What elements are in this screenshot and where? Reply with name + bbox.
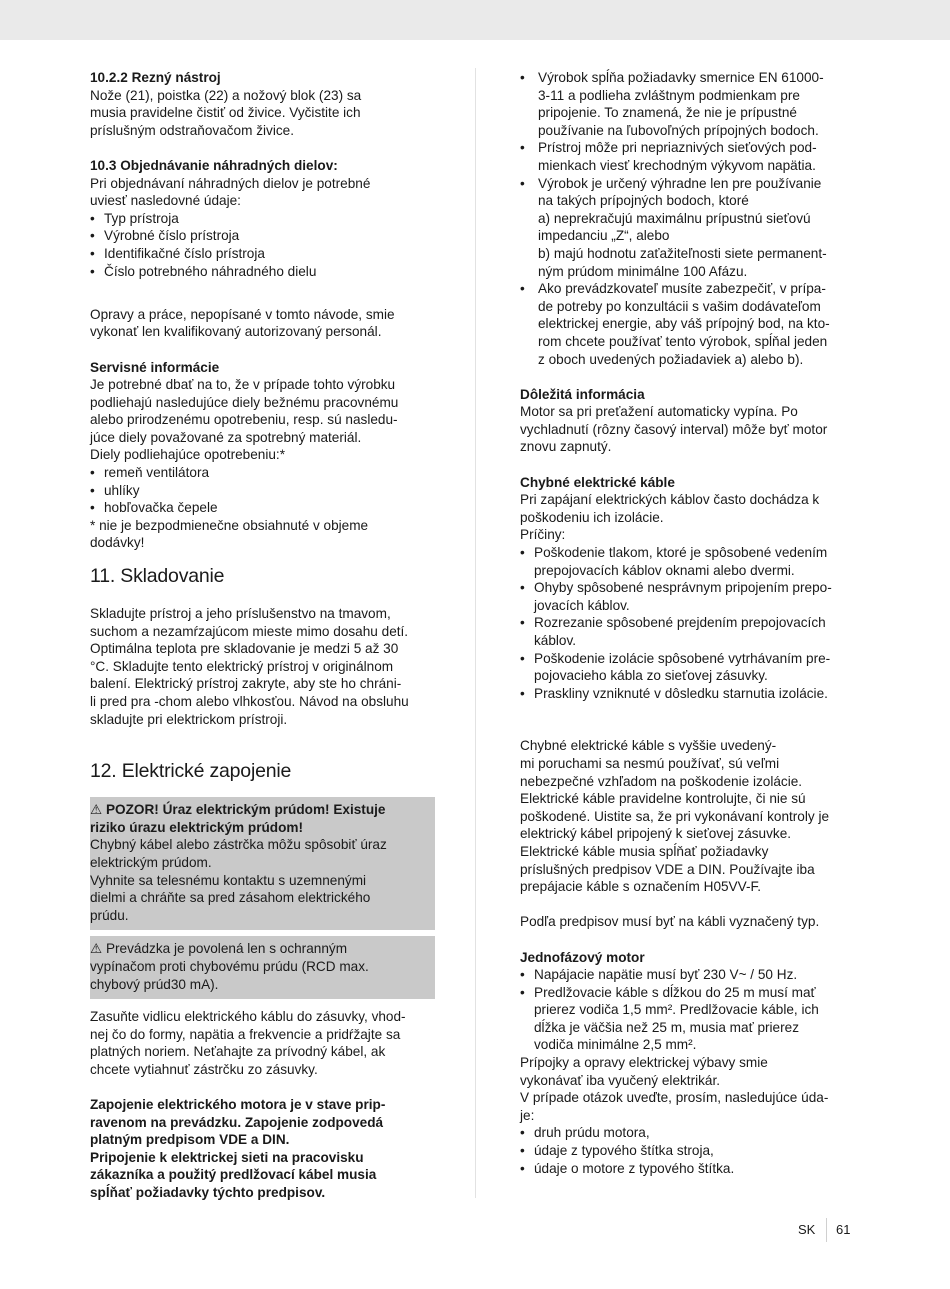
repairs-text: Opravy a práce, nepopísané v tomto návode, smie vykonať len kvalifikovaný autorizovaný personál. [90, 306, 395, 340]
column-divider [475, 68, 476, 1198]
single-phase-heading: Jednofázový motor [520, 949, 645, 965]
faulty-cables-heading: Chybné elektrické káble [520, 474, 675, 490]
list-item: • Napájacie napätie musí byť 230 V~ / 50 Hz. [520, 966, 865, 984]
footer-separator [826, 1218, 827, 1242]
list-item: • Výrobok spĺňa požiadavky smernice EN 61000- 3-11 a podlieha zvláštnym podmienkam pre pripojenie. To znamená, že nie je prípustné používanie na ľubovoľných prípojných bodoch. [520, 69, 865, 139]
important-text: Motor sa pri preťažení automaticky vypína. Po vychladnutí (rôzny časový interval) môže byť motor znovu zapnutý. [520, 404, 828, 455]
rcd-warning-text: ⚠ Prevádzka je povolená len s ochranným vypínačom proti chybovému prúdu (RCD max. chybový prúd30 mA). [90, 941, 369, 992]
section-11-title: 11. Skladovanie [90, 565, 225, 588]
service-text: Je potrebné dbať na to, že v prípade tohto výrobku podliehajú nasledujúce diely bežnému pracovnému alebo prirodzenému opotrebeniu, resp. sú nasledu- júce diely považované za spotrebný materiál. Diely podliehajúce opotrebeniu:* [90, 377, 399, 463]
list-item: • druh prúdu motora, [520, 1124, 865, 1142]
language-code: SK [798, 1222, 816, 1237]
norm-requirements-list [520, 69, 865, 368]
faulty-cables-text: Chybné elektrické káble s vyššie uvedený- mi poruchami sa nesmú používať, sú veľmi nebezpečné vzhľadom na poškodenie izolácie. Elektrické káble pravidelne kontrolujte, či nie sú poškodené. Uistite sa, že pri vykonávaní kontroly je elektrický kábel pripojený k sieťovej zásuvke. Elektrické káble musia spĺňať požiadavky príslušných predpisov VDE a DIN. Používajte iba prepájacie káble s označením H05VV-F. [520, 738, 830, 895]
section-103-intro: Pri objednávaní náhradných dielov je potrebné uviesť nasledovné údaje: [90, 175, 371, 209]
list-item: • Poškodenie tlakom, ktoré je spôsobené vedením prepojovacích káblov oknami alebo dvermi. [520, 544, 865, 579]
top-bar [0, 0, 950, 40]
cable-type-text: Podľa predpisov musí byť na kábli vyznačený typ. [520, 914, 820, 930]
warning-title: ⚠ POZOR! Úraz elektrickým prúdom! Existuje riziko úrazu elektrickým prúdom! [90, 802, 386, 835]
questions-list [520, 1124, 865, 1177]
list-item: • Rozrezanie spôsobené prejdením prepojovacích káblov. [520, 614, 865, 649]
warning-box-rcd [90, 936, 435, 999]
warning-box-shock [90, 797, 435, 930]
storage-text: Skladujte prístroj a jeho príslušenstvo na tmavom, suchom a nezamŕzajúcom mieste mimo dosahu detí. Optimálna teplota pre skladovanie je medzi 5 až 30 °C. Skladujte tento elektrický prístroj v originálnom balení. Elektrický prístroj zakryte, aby ste ho chráni- li pred pra -chom alebo vlhkosťou. Návod na obsluhu skladujte pri elektrickom prístroji. [90, 606, 409, 727]
faulty-cables-intro: Pri zapájaní elektrických káblov často dochádza k poškodeniu ich izolácie. Príčiny: [520, 492, 820, 543]
electrician-text: Prípojky a opravy elektrickej výbavy smie vykonávať iba vyučený elektrikár. V prípade otázok uveďte, prosím, nasledujúce úda- je: [520, 1055, 829, 1123]
page-footer [790, 1220, 870, 1240]
section-1022-text: Nože (21), poistka (22) a nožový blok (23) sa musia pravidelne čistiť od živice. Vyčistite ich príslušným odstraňovačom živice. [90, 87, 362, 138]
plug-text: Zasuňte vidlicu elektrického káblu do zásuvky, vhod- nej čo do formy, napätia a frekvencie a pridŕžajte sa platných noriem. Neťahajte za prívodný kábel, ak chcete vytiahnuť zástrčku zo zásuvky. [90, 1009, 406, 1077]
list-item: • Typ prístroja [90, 210, 435, 228]
list-item: • remeň ventilátora [90, 464, 435, 482]
page-number: 61 [836, 1222, 851, 1237]
list-item: • Číslo potrebného náhradného dielu [90, 263, 435, 281]
spare-parts-list [90, 210, 435, 280]
list-item: • Ako prevádzkovateľ musíte zabezpečiť, v prípa- de potreby po konzultácii s vašim dodávateľom elektrickej energie, aby váš prípojný bod, na kto- rom chcete používať tento výrobok, spĺňal jeden z oboch uvedených požiadaviek a) alebo b). [520, 280, 865, 368]
list-item: • Predlžovacie káble s dĺžkou do 25 m musí mať prierez vodiča 1,5 mm². Predlžovacie káble, ich dĺžka je väčšia než 25 m, musia mať prierez vodiča minimálne 2,5 mm². [520, 984, 865, 1054]
causes-list [520, 544, 865, 702]
list-item: • Ohyby spôsobené nesprávnym pripojením prepo- jovacích káblov. [520, 579, 865, 614]
important-heading: Dôležitá informácia [520, 386, 645, 402]
section-1022-heading: 10.2.2 Rezný nástroj [90, 70, 221, 85]
left-column [90, 69, 435, 1202]
list-item: • hobľovačka čepele [90, 499, 435, 517]
list-item: • Identifikačné číslo prístroja [90, 245, 435, 263]
wear-parts-list [90, 464, 435, 517]
list-item: • údaje o motore z typového štítka. [520, 1160, 865, 1178]
warning-text: Chybný kábel alebo zástrčka môžu spôsobiť úraz elektrickým prúdom. Vyhnite sa telesnému kontaktu s uzemnenými dielmi a chráňte sa pred zásahom elektrického prúdu. [90, 837, 387, 923]
right-column [520, 69, 865, 1177]
section-12-title: 12. Elektrické zapojenie [90, 760, 292, 783]
list-item: • Prístroj môže pri nepriaznivých sieťových pod- mienkach viesť krechodným výkyvom napätia. [520, 139, 865, 174]
single-phase-list [520, 966, 865, 1054]
service-heading: Servisné informácie [90, 359, 220, 375]
list-item: • údaje z typového štítka stroja, [520, 1142, 865, 1160]
service-note: * nie je bezpodmienečne obsiahnuté v objeme dodávky! [90, 517, 369, 551]
section-103-heading: 10.3 Objednávanie náhradných dielov: [90, 157, 338, 173]
list-item: • Praskliny vzniknuté v dôsledku starnutia izolácie. [520, 685, 865, 703]
list-item: • Výrobné číslo prístroja [90, 227, 435, 245]
motor-connection-text: Zapojenie elektrického motora je v stave prip- ravenom na prevádzku. Zapojenie zodpovedá platným predpisom VDE a DIN. Pripojenie k elektrickej sieti na pracovisku zákazníka a použitý predlžovací kábel musia spĺňať požiadavky týchto predpisov. [90, 1097, 386, 1201]
list-item: • Poškodenie izolácie spôsobené vytrhávaním pre- pojovacieho kábla zo sieťovej zásuvky. [520, 650, 865, 685]
list-item: • Výrobok je určený výhradne len pre používanie na takých prípojných bodoch, ktoré a) neprekračujú maximálnu prípustnú sieťovú impedanciu „Z“, alebo b) majú hodnotu zaťažiteľnosti siete permanent- ným prúdom minimálne 100 Afázu. [520, 175, 865, 281]
list-item: • uhlíky [90, 482, 435, 500]
